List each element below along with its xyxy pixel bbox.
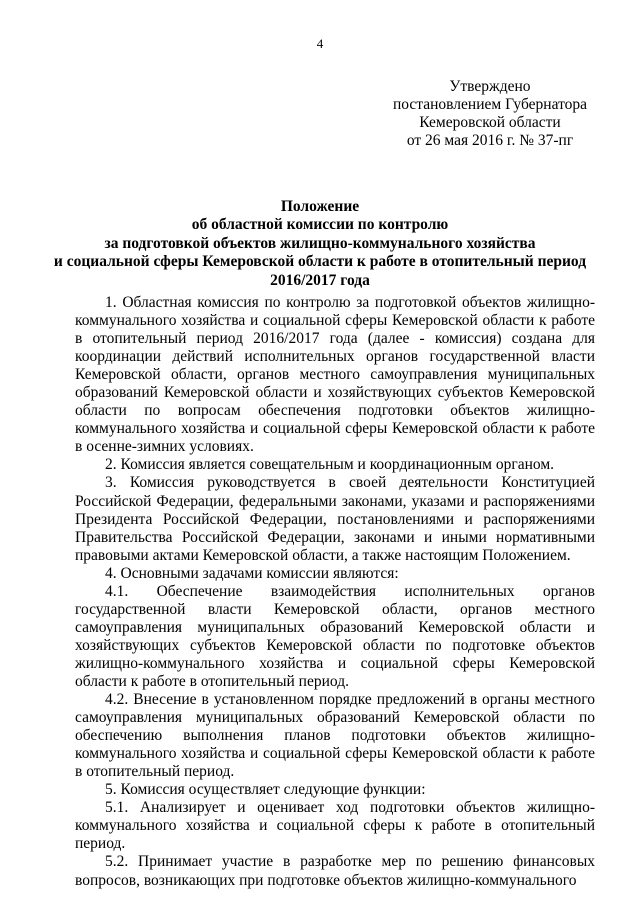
approval-stamp: [360, 78, 620, 150]
title-line: Положение: [280, 198, 360, 215]
approval-line: от 26 мая 2016 г. № 37-пг: [406, 132, 574, 149]
paragraph-5-2: 5.2. Принимает участие в разработке мер по решению финансовых вопросов, возникающих при подготовке объектов жилищно-коммунального: [75, 853, 595, 889]
paragraph-5-1: 5.1. Анализирует и оценивает ход подготовки объектов жилищно-коммунального хозяйства и социальной сферы к работе в отопительный период.: [75, 799, 595, 853]
paragraph-1: 1. Областная комиссия по контролю за подготовкой объектов жилищно-коммунального хозяйства и социальной сферы Кемеровской области к работе в отопительный период 2016/2017 года (далее - комиссия) создана для координации действий исполнительных органов государственной власти Кемеровской области, органов местного самоуправления муниципальных образований Кемеровской области и хозяйствующих субъектов Кемеровской области по вопросам обеспечения подготовки объектов жилищно-коммунального хозяйства и социальной сферы Кемеровской области к работе в осенне-зимних условиях.: [75, 294, 595, 456]
paragraph-2: 2. Комиссия является совещательным и координационным органом.: [105, 456, 555, 474]
page-number: 4: [316, 36, 324, 51]
document-body: [75, 294, 595, 890]
title-line: 2016/2017 года: [270, 271, 370, 289]
approval-line: постановлением Губернатора: [392, 96, 588, 113]
paragraph-4-1: 4.1. Обеспечение взаимодействия исполнительных органов государственной власти Кемеровской области, органов местного самоуправления муниципальных образований Кемеровской области и хозяйствующих субъектов Кемеровской области по подготовке объектов жилищно-коммунального хозяйства и социальной сферы Кемеровской области к работе в отопительный период.: [75, 582, 595, 690]
paragraph-3: 3. Комиссия руководствуется в своей деятельности Конституцией Российской Федерации, федеральными законами, указами и распоряжениями Президента Российской Федерации, постановлениями и распоряжениями Правительства Российской Федерации, законами и иными нормативными правовыми актами Кемеровской области, а также настоящим Положением.: [75, 474, 595, 564]
paragraph-5: 5. Комиссия осуществляет следующие функции:: [105, 781, 426, 799]
paragraph-4: 4. Основными задачами комиссии являются:: [105, 564, 399, 582]
title-line: и социальной сферы Кемеровской области к работе в отопительный период: [53, 253, 587, 271]
title-line: за подготовкой объектов жилищно-коммунального хозяйства: [104, 234, 536, 252]
approval-line: Утверждено: [449, 78, 531, 95]
approval-line: Кемеровской области: [419, 114, 561, 131]
paragraph-4-2: 4.2. Внесение в установленном порядке предложений в органы местного самоуправления муниципальных образований Кемеровской области по обеспечению выполнения планов подготовки объектов жилищно-коммунального хозяйства и социальной сферы Кемеровской области к работе в отопительный период.: [75, 691, 595, 781]
title-line: об областной комиссии по контролю: [191, 216, 449, 234]
document-title: [0, 198, 640, 290]
